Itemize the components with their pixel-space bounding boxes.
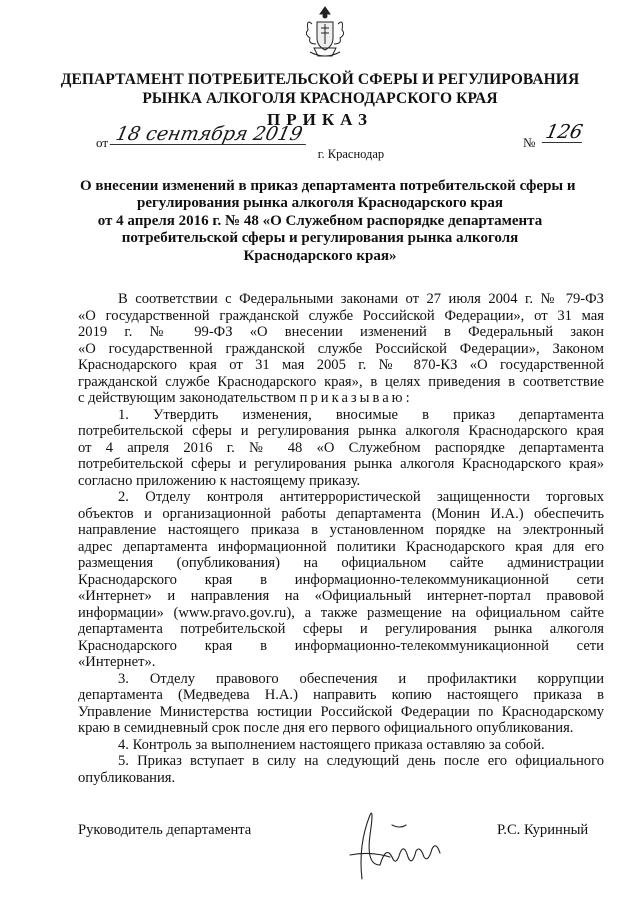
signature-icon: [340, 795, 460, 885]
item-4-line: 4. Контроль за выполнением настоящего приказа оставляю за собой.: [118, 736, 545, 753]
preamble-last-line: [78, 390, 604, 407]
item-2-line: Краснодарского края в информационно-телекоммуникационной сети: [78, 571, 604, 588]
item-2-line: «Интернет» и направления на «Официальный интернет-портал правовой: [78, 588, 604, 604]
order-number: 126: [543, 121, 585, 143]
preamble-line: «О государственной гражданской службе Российской Федерации», от 31 мая: [78, 307, 604, 324]
department-line-2: РЫНКА АЛКОГОЛЯ КРАСНОДАРСКОГО КРАЯ: [142, 90, 498, 107]
item-2-line: Краснодарского края в информационно-телекоммуникационной сети: [78, 637, 604, 654]
preamble-line: 2019 г. № 99-ФЗ «О внесении изменений в Федеральный закон: [78, 324, 604, 340]
item-5-line: опубликования.: [78, 769, 176, 786]
orders-word: приказываю:: [299, 390, 413, 406]
item-5-line: 5. Приказ вступает в силу на следующий день после его официального: [118, 753, 604, 769]
item-2-line: «Интернет».: [78, 654, 156, 670]
coat-of-arms-icon: [302, 4, 348, 62]
subject-line: Краснодарского края»: [243, 247, 397, 264]
order-subject: [80, 178, 576, 265]
item-1-line: согласно приложению к настоящему приказу.: [78, 472, 361, 489]
preamble-line: гражданской службе Краснодарского края», в целях приведения в соответствие: [78, 373, 604, 390]
subject-line: регулирования рынка алкоголя Краснодарского края: [137, 195, 503, 212]
item-2-line: объектов и организационной работы департамента (Монин И.А.) обеспечить: [78, 505, 604, 522]
item-2-line: направление настоящего приказа в установленном порядке на электронный: [78, 522, 604, 538]
item-3-line: краю в семидневный срок после дня его первого официального опубликования.: [78, 720, 574, 736]
signatory-name: Р.С. Куринный: [497, 822, 589, 838]
item-2-line: информации» (www.pravo.gov.ru), а также размещение на официальном сайте: [78, 604, 604, 621]
city: г. Краснодар: [317, 147, 385, 161]
subject-line: от 4 апреля 2016 г. № 48 «О Служебном распорядке департамента: [97, 212, 543, 229]
item-2-line: адрес департамента информационной политики Краснодарского края для его: [78, 538, 604, 555]
preamble-line: Краснодарского края от 31 мая 2005 г. № 870-КЗ «О государственной: [78, 357, 604, 373]
item-1-line: потребительской сферы и регулирования рынка алкоголя Краснодарского края: [78, 423, 604, 439]
item-1-line: потребительской сферы и регулирования рынка алкоголя Краснодарского края»: [78, 456, 604, 472]
order-body: [78, 291, 604, 786]
department-line-1: ДЕПАРТАМЕНТ ПОТРЕБИТЕЛЬСКОЙ СФЕРЫ И РЕГУЛИРОВАНИЯ: [60, 71, 580, 88]
order-title: ПРИКАЗ: [267, 110, 373, 129]
item-2-line: размещения (опубликования) на официальном сайте администрации: [78, 555, 604, 571]
item-1-line: от 4 апреля 2016 г. № 48 «О Служебном распорядке департамента: [78, 439, 604, 456]
item-3-line: Управление Министерства юстиции Российской Федерации по Краснодарскому: [78, 703, 604, 720]
item-1-line: 1. Утвердить изменения, вносимые в приказ департамента: [118, 406, 604, 423]
subject-line: О внесении изменений в приказ департамента потребительской сферы и: [80, 178, 576, 194]
item-3-line: 3. Отделу правового обеспечения и профилактики коррупции: [118, 670, 604, 687]
number-prefix: №: [523, 135, 536, 150]
preamble-line: В соответствии с Федеральными законами от 27 июля 2004 г. № 79-ФЗ: [118, 291, 604, 307]
item-3-line: департамента (Медведева Н.А.) направить копию настоящего приказа в: [78, 687, 604, 703]
subject-line: потребительской сферы и регулирования рынка алкоголя: [121, 230, 519, 247]
order-date: 18 сентября 2019: [110, 124, 310, 145]
item-2-line: 2. Отделу контроля антитеррористической защищенности торговых: [118, 489, 604, 505]
signatory-position: Руководитель департамента: [78, 822, 252, 838]
item-2-line: департамента потребительской сферы и регулирования рынка алкоголя: [78, 621, 604, 637]
preamble-last-text: с действующим законодательством: [78, 390, 300, 406]
date-prefix: от: [96, 135, 109, 150]
department-name: [60, 70, 580, 108]
preamble-line: «О государственной гражданской службе Российской Федерации», Законом: [78, 340, 604, 357]
